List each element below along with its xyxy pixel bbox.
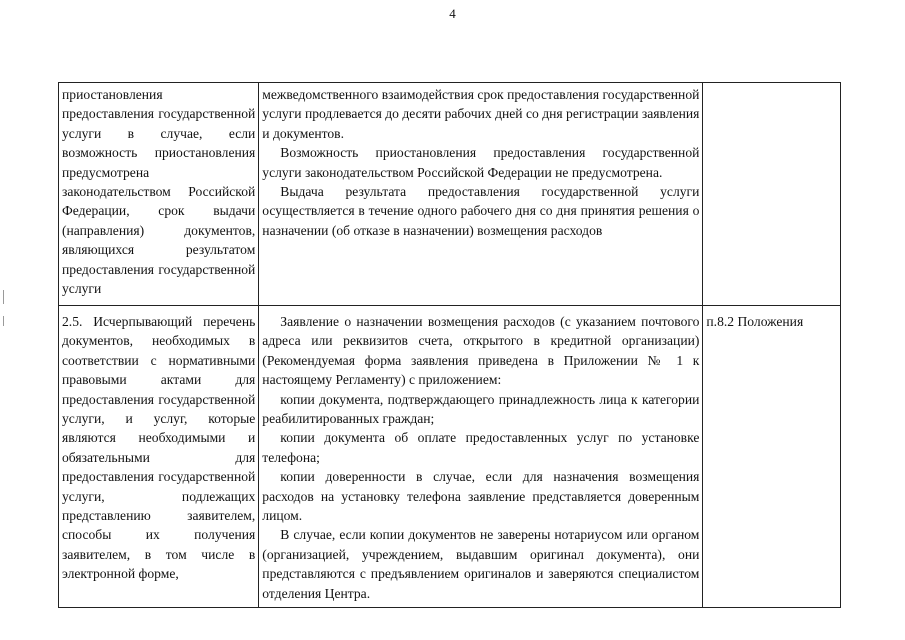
table-cell-content — [259, 306, 703, 608]
requirement-text: 2.5. Исчерпывающий перечень документов, необходимых в соответствии с нормативными правовыми актами для предоставления государственной услуги, и услуг, которые являются необходимыми и обязательными для предоставления государственной услуги, подлежащих представлению заявителем, способы их получения заявителем, в том числе в электронной форме, — [62, 314, 256, 582]
table-cell-requirement — [59, 83, 259, 306]
table-cell-reference — [703, 306, 841, 608]
table-cell-reference — [703, 83, 841, 306]
table-cell-content — [259, 83, 703, 306]
content-paragraph: В случае, если копии документов не заверены нотариусом или органом (организацией, учреждением, выдавшим оригинал документа), они представляются с предъявлением оригиналов и заверяются специалистом отделения Центра. — [262, 527, 700, 601]
content-paragraph: копии документа, подтверждающего принадлежность лица к категории реабилитированных граждан; — [262, 391, 700, 427]
content-paragraph: межведомственного взаимодействия срок предоставления государственной услуги продлевается до десяти рабочих дней со дня регистрации заявления и документов. — [262, 87, 700, 141]
page-number: 4 — [449, 6, 456, 21]
content-paragraph: Заявление о назначении возмещения расходов (с указанием почтового адреса или реквизитов счета, открытого в кредитной организации) (Рекомендуемая форма заявления приведена в Приложении № 1 к настоящему Регламенту) с приложением: — [262, 314, 700, 388]
reference-text: п.8.2 Положения — [706, 314, 804, 329]
content-paragraph: Возможность приостановления предоставления государственной услуги законодательством Российской Федерации не предусмотрена. — [262, 145, 700, 180]
content-paragraph: копии доверенности в случае, если для назначения возмещения расходов на установку телефона заявление представляется доверенным лицом. — [262, 469, 700, 524]
scan-edge-mark — [3, 316, 4, 326]
requirement-text: приостановления предоставления государственной услуги в случае, если возможность приостановления предусмотрена законодательством Российской Федерации, срок выдачи (направления) документов, являющихся результатом предоставления государственной услуги — [62, 87, 256, 297]
table-row — [59, 83, 841, 306]
table-row — [59, 306, 841, 608]
content-paragraph: копии документа об оплате предоставленных услуг по установке телефона; — [262, 430, 700, 465]
regulation-table — [58, 82, 841, 608]
table-cell-requirement — [59, 306, 259, 608]
content-paragraph: Выдача результата предоставления государственной услуги осуществляется в течение одного рабочего дня со дня принятия решения о назначении (об отказе в назначении) возмещения расходов — [262, 184, 700, 238]
scan-edge-mark — [3, 290, 4, 304]
